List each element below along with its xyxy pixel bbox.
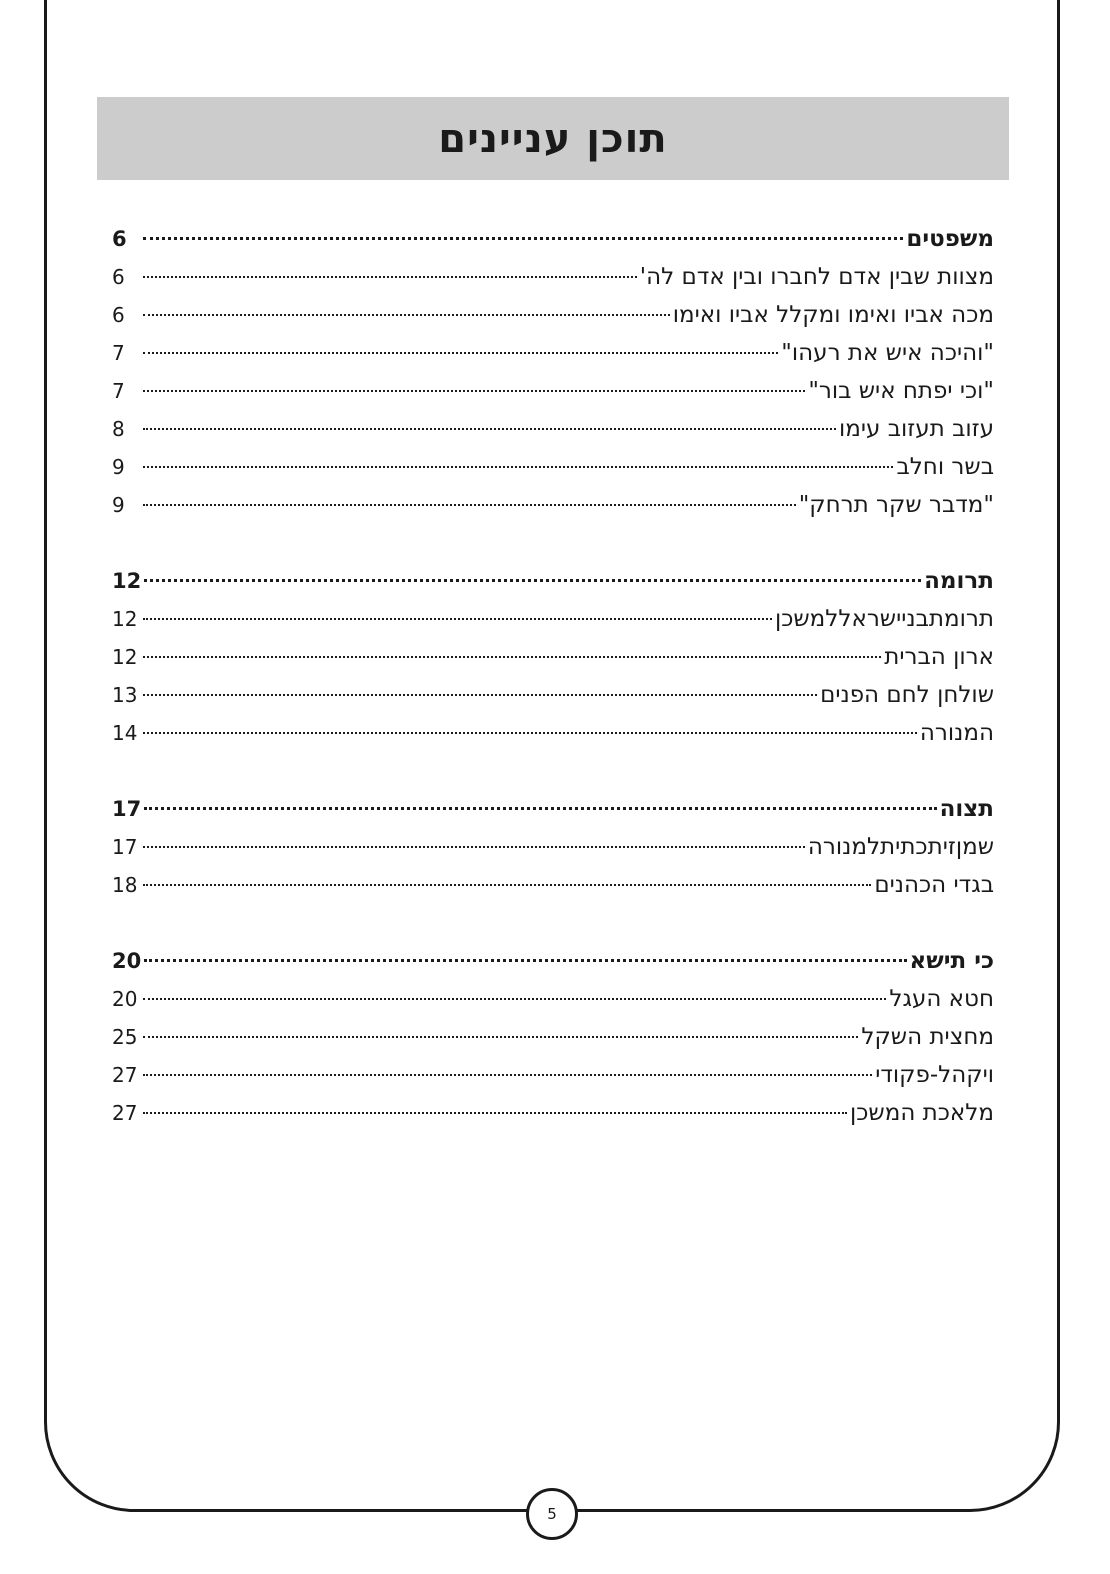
toc-entry-page: 7: [112, 341, 125, 365]
toc-entry[interactable]: [112, 638, 994, 676]
toc-entry[interactable]: [112, 714, 994, 752]
toc-entry-label: בגדי הכהנים: [874, 872, 994, 898]
toc-entry-page: 12: [112, 645, 138, 669]
toc-section-tetzave: [112, 790, 994, 904]
toc-entry-page: 17: [112, 835, 138, 859]
toc-section-mishpatim: [112, 220, 994, 524]
toc-heading-page: 20: [112, 949, 142, 973]
dot-leader: [143, 1111, 847, 1114]
toc-entry[interactable]: [112, 486, 994, 524]
toc-entry-label: המנורה: [919, 720, 994, 746]
toc-entry[interactable]: [112, 372, 994, 410]
toc-heading-label: משפטים: [906, 226, 994, 252]
toc-entry-page: 18: [112, 873, 138, 897]
toc-entry-label: שולחן לחם הפנים: [820, 682, 994, 708]
toc-entry[interactable]: [112, 600, 994, 638]
toc-heading[interactable]: [112, 942, 994, 980]
toc-entry-page: 13: [112, 683, 138, 707]
dot-leader: [143, 1073, 872, 1076]
toc-entry-page: 6: [112, 265, 125, 289]
toc-entry[interactable]: [112, 258, 994, 296]
dot-leader: [144, 578, 921, 582]
title-bar: [97, 97, 1009, 180]
dot-leader: [143, 731, 917, 734]
dot-leader: [143, 313, 670, 316]
toc-heading-label: כי תישא: [909, 948, 994, 974]
dot-leader: [143, 351, 778, 354]
dot-leader: [143, 1035, 858, 1038]
toc-heading-page: 17: [112, 797, 142, 821]
toc-entry-page: 7: [112, 379, 125, 403]
toc-heading-page: 12: [112, 569, 142, 593]
dot-leader: [143, 236, 903, 240]
toc-entry-page: 6: [112, 303, 125, 327]
dot-leader: [143, 997, 886, 1000]
dot-leader: [144, 958, 906, 962]
toc-entry-label: מחצית השקל: [861, 1024, 994, 1050]
toc-entry[interactable]: [112, 448, 994, 486]
toc-entry-label: תרומתבניישראללמשכן: [774, 606, 994, 632]
toc-entry[interactable]: [112, 334, 994, 372]
toc-entry-label: ארון הברית: [884, 644, 994, 670]
page-title: תוכן עניינים: [438, 115, 668, 162]
toc-entry-label: מלאכת המשכן: [849, 1100, 994, 1126]
toc-entry-page: 9: [112, 493, 125, 517]
dot-leader: [143, 617, 772, 620]
table-of-contents: [112, 220, 994, 1170]
toc-entry-page: 20: [112, 987, 138, 1011]
dot-leader: [143, 655, 881, 658]
toc-section-truma: [112, 562, 994, 752]
toc-entry-label: מצוות שבין אדם לחברו ובין אדם לה': [639, 264, 994, 290]
toc-entry-page: 27: [112, 1101, 138, 1125]
toc-entry-label: חטא העגל: [889, 986, 994, 1012]
toc-heading-label: תרומה: [924, 568, 994, 594]
toc-entry-label: "וכי יפתח איש בור": [808, 378, 994, 404]
dot-leader: [143, 503, 796, 506]
toc-heading[interactable]: [112, 790, 994, 828]
toc-entry[interactable]: [112, 296, 994, 334]
toc-entry-label: "והיכה איש את רעהו": [781, 340, 994, 366]
toc-entry[interactable]: [112, 828, 994, 866]
toc-entry[interactable]: [112, 410, 994, 448]
toc-entry-label: עזוב תעזוב עימו: [838, 416, 994, 442]
dot-leader: [143, 389, 805, 392]
toc-entry[interactable]: [112, 676, 994, 714]
toc-heading[interactable]: [112, 562, 994, 600]
toc-entry[interactable]: [112, 1056, 994, 1094]
toc-entry[interactable]: [112, 866, 994, 904]
toc-heading[interactable]: [112, 220, 994, 258]
toc-entry-page: 8: [112, 417, 125, 441]
toc-entry-page: 25: [112, 1025, 138, 1049]
toc-entry-page: 14: [112, 721, 138, 745]
toc-entry-label: בשר וחלב: [896, 454, 994, 480]
toc-entry-label: ויקהל-פקודי: [875, 1062, 994, 1088]
toc-entry-label: שמןזיתכתיתלמנורה: [807, 834, 994, 860]
toc-entry-label: "מדבר שקר תרחק": [798, 492, 994, 518]
dot-leader: [143, 693, 817, 696]
toc-entry-page: 12: [112, 607, 138, 631]
dot-leader: [143, 465, 893, 468]
page-number-badge: [526, 1488, 578, 1540]
page-number: 5: [547, 1505, 557, 1523]
dot-leader: [144, 806, 936, 810]
dot-leader: [143, 427, 836, 430]
dot-leader: [143, 275, 637, 278]
toc-entry[interactable]: [112, 1018, 994, 1056]
dot-leader: [143, 883, 871, 886]
toc-section-ki-tisa: [112, 942, 994, 1132]
toc-heading-page: 6: [112, 227, 127, 251]
dot-leader: [143, 845, 805, 848]
toc-entry-page: 9: [112, 455, 125, 479]
toc-entry-label: מכה אביו ואימו ומקלל אביו ואימו: [672, 302, 994, 328]
toc-entry-page: 27: [112, 1063, 138, 1087]
toc-entry[interactable]: [112, 1094, 994, 1132]
toc-heading-label: תצוה: [939, 796, 994, 822]
toc-entry[interactable]: [112, 980, 994, 1018]
